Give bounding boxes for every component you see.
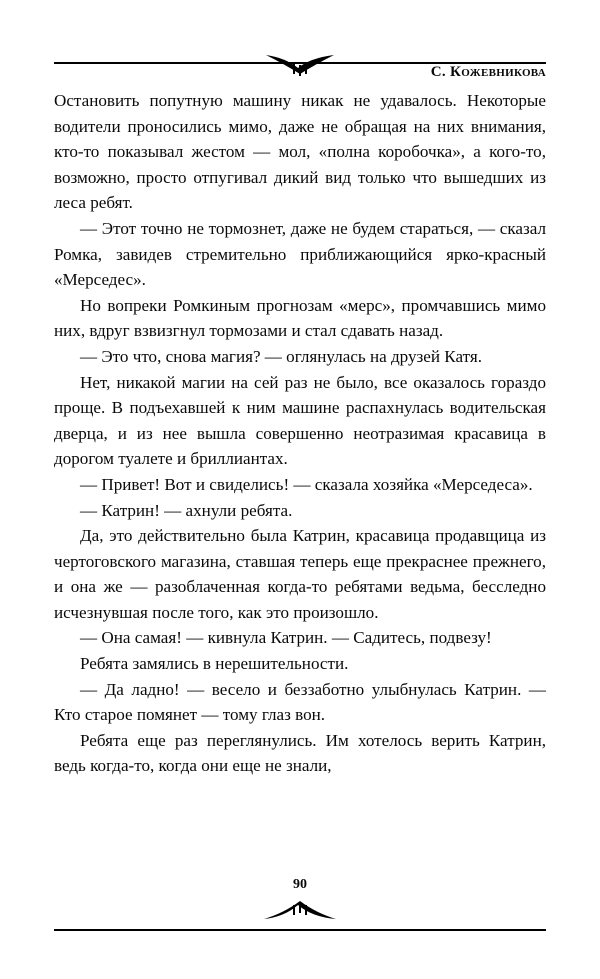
paragraph: Нет, никакой магии на сей раз не было, все оказалось гораздо проще. В подъехавшей к ним машине распахнулась водительская дверца, и из нее вышла совершенно неотразимая красавица в дорогом туалете и бриллиантах. xyxy=(54,372,546,469)
page-header xyxy=(54,0,546,86)
running-head-author: С. Кожевникова xyxy=(430,64,546,80)
paragraph: Ребята замялись в нерешительности. xyxy=(80,654,349,674)
paragraph: — Катрин! — ахнули ребята. xyxy=(80,500,293,520)
paragraph: — Это что, снова магия? — оглянулась на друзей Катя. xyxy=(80,346,483,366)
page-footer xyxy=(54,877,546,937)
page-body-text xyxy=(54,88,546,779)
paragraph: — Она самая! — кивнула Катрин. — Садитесь, подвезу! xyxy=(80,628,492,648)
bird-ornament-icon xyxy=(260,52,340,78)
bird-ornament-icon xyxy=(260,899,340,923)
paragraph: Ребята еще раз переглянулись. Им хотелось верить Катрин, ведь когда-то, когда они еще не знали, xyxy=(54,730,546,776)
paragraph: Остановить попутную машину никак не удавалось. Некоторые водители проносились мимо, даже не обращая на них внимания, кто-то показывал жестом — мол, «полна коробочка», а кого-то, возможно, просто отпугивал дикий вид только что вышедших из леса ребят. xyxy=(54,91,546,213)
paragraph: — Да ладно! — весело и беззаботно улыбнулась Катрин. — Кто старое помянет — тому глаз вон. xyxy=(54,679,546,725)
paragraph: — Привет! Вот и свиделись! — сказала хозяйка «Мерседеса». xyxy=(80,474,533,494)
paragraph: Да, это действительно была Катрин, красавица продавщица из чертоговского магазина, ставшая теперь еще прекраснее прежнего, и она же — разоблаченная когда-то ребятами ведьма, бесследно исчезнувшая после того, как это произошло. xyxy=(54,526,546,622)
footer-divider xyxy=(54,929,546,931)
paragraph: — Этот точно не тормознет, даже не будем стараться, — сказал Ромка, завидев стремительно приближающийся ярко-красный «Мерседес». xyxy=(54,218,546,290)
page-number: 90 xyxy=(293,877,307,892)
paragraph: Но вопреки Ромкиным прогнозам «мерс», промчавшись мимо них, вдруг взвизгнул тормозами и стал сдавать назад. xyxy=(54,295,546,341)
